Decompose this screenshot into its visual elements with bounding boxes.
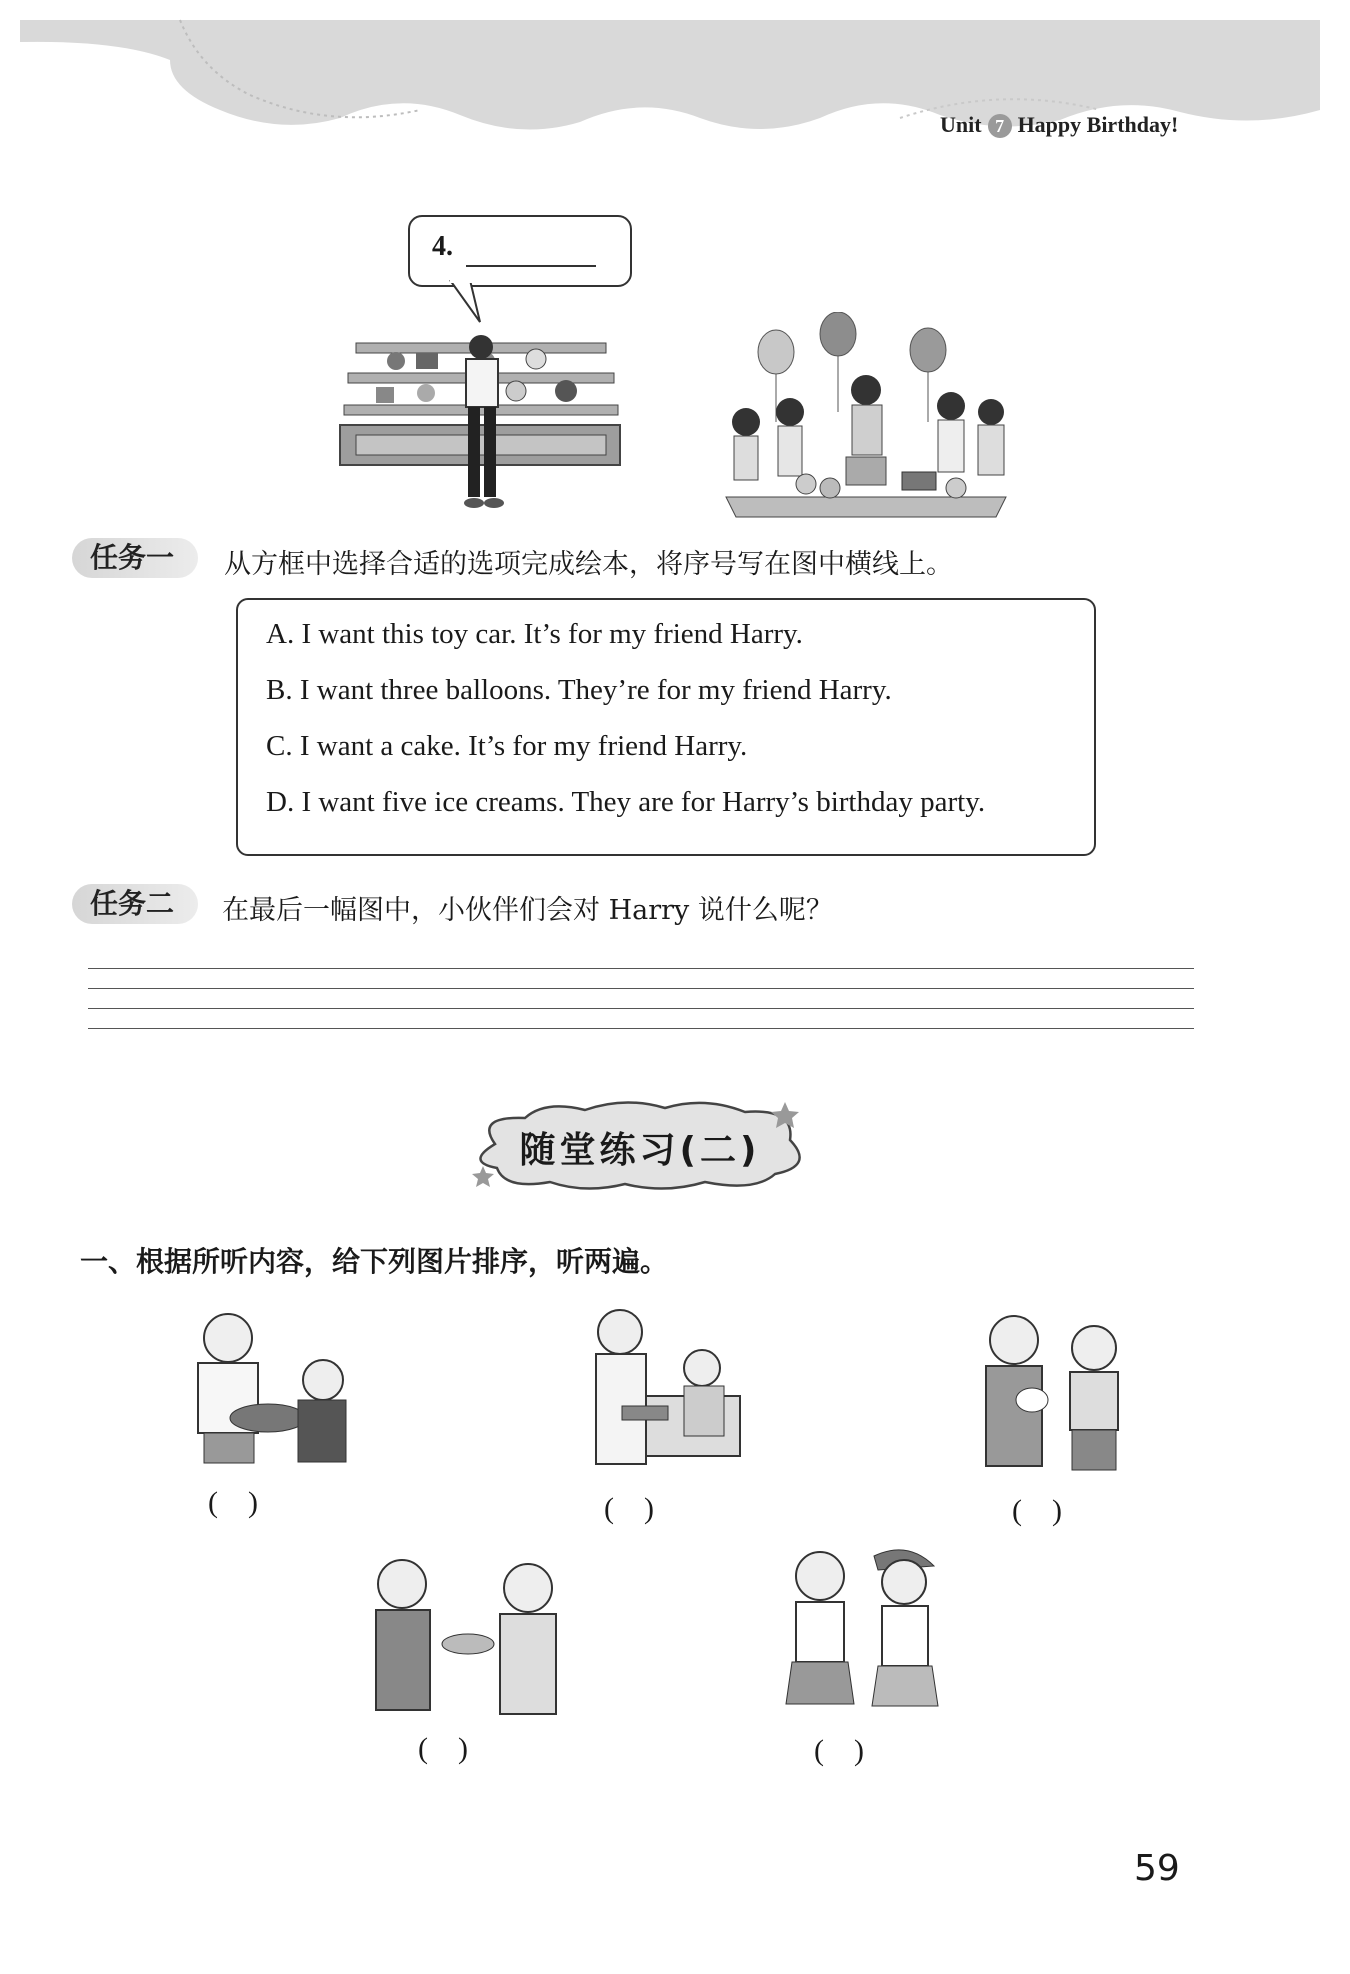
- picture-man-gives-toy-car: [168, 1308, 363, 1473]
- answer-slot-2[interactable]: ( ): [604, 1492, 654, 1525]
- option-b: B. I want three balloons. They’re for my friend Harry.: [266, 674, 892, 706]
- unit-header: [940, 112, 1178, 138]
- task2-badge: 任务二: [72, 884, 198, 924]
- speech-number: 4.: [432, 231, 453, 262]
- writing-line[interactable]: [88, 988, 1194, 989]
- birthday-party-illustration: [716, 312, 1016, 522]
- speech-bubble: [408, 215, 632, 287]
- exercise1-instruction: 一、根据所听内容，给下列图片排序，听两遍。: [80, 1245, 669, 1278]
- picture-woman-and-girl-on-sofa: [582, 1306, 742, 1476]
- task1-instruction: 从方框中选择合适的选项完成绘本，将序号写在图中横线上。: [224, 549, 953, 580]
- speech-bubble-tail: [440, 280, 500, 325]
- toy-shop-illustration: [336, 325, 626, 515]
- unit-label: Unit: [940, 112, 982, 137]
- answer-slot-3[interactable]: ( ): [1012, 1494, 1062, 1527]
- answer-slot-4[interactable]: ( ): [418, 1732, 468, 1765]
- picture-two-girls-with-kitten: [964, 1310, 1144, 1480]
- option-d: D. I want five ice creams. They are for Harry’s birthday party.: [266, 786, 986, 818]
- picture-two-girls-clapping: [778, 1546, 948, 1721]
- answer-slot-1[interactable]: ( ): [208, 1486, 258, 1519]
- option-c: C. I want a cake. It’s for my friend Harry.: [266, 730, 748, 762]
- task2-question: 在最后一幅图中，小伙伴们会对 Harry 说什么呢？: [222, 895, 833, 926]
- section-title: 随堂练习(二): [519, 1130, 761, 1171]
- unit-number-badge: 7: [988, 114, 1012, 138]
- writing-line[interactable]: [88, 1008, 1194, 1009]
- option-a: A. I want this toy car. It’s for my friend Harry.: [266, 618, 803, 650]
- answer-blank-line[interactable]: [466, 265, 596, 267]
- picture-boy-gives-girl-cake: [360, 1554, 575, 1719]
- options-box: [236, 598, 1096, 856]
- writing-line[interactable]: [88, 968, 1194, 969]
- task1-badge: 任务一: [72, 538, 198, 578]
- answer-slot-5[interactable]: ( ): [814, 1734, 864, 1767]
- unit-title: Happy Birthday!: [1017, 112, 1179, 137]
- page-number: 59: [1134, 1848, 1180, 1889]
- writing-line[interactable]: [88, 1028, 1194, 1029]
